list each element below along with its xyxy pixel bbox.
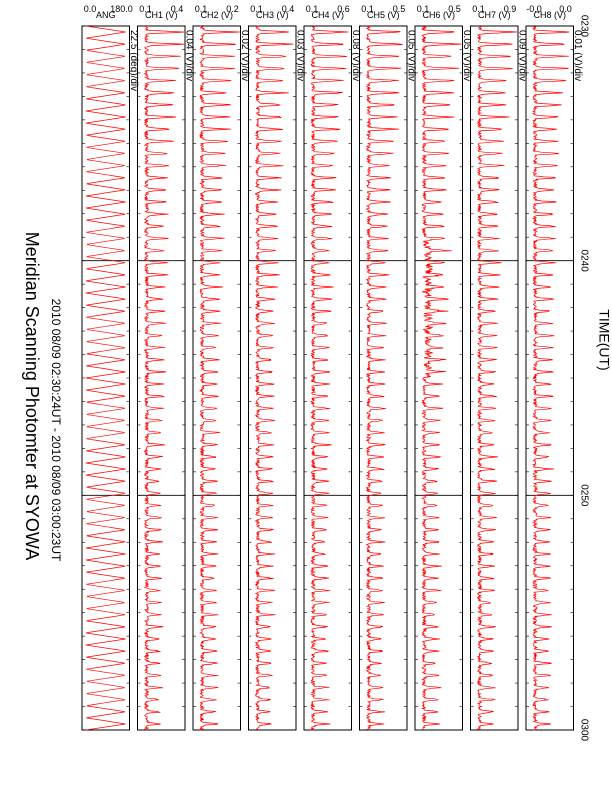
panel-3 [249,4,306,730]
series-line [145,26,185,730]
ytick-high: 0.9 [503,4,517,14]
panel-frame [471,26,519,730]
panel-scale-label: 0.04 (V)/div [183,30,195,82]
panel-scale-label: 0.09 (V)/div [516,30,528,82]
ytick-high: 0.5 [448,4,461,14]
panel-scale-label: 22.5 (deg)/div [128,30,139,92]
ytick-low: 0.1 [139,4,152,14]
panel-6 [415,4,472,730]
ytick-low: 0.1 [416,4,430,14]
panel-5 [360,4,417,730]
panel-name: CH6 (V) [422,10,456,20]
ytick-high: 0.4 [281,4,295,14]
panel-scale-label: 0.08 (V)/div [350,30,361,82]
ytick-high: 0.6 [337,4,350,14]
panel-4 [304,4,361,730]
ytick-low: 0.0 [83,4,97,14]
panel-scale-label: 0.02 (V)/div [239,30,250,82]
panel-scale-label: 0.01 (V)/div [572,30,583,82]
ytick-low: 0.1 [250,4,263,14]
panel-frame [415,26,463,730]
panel-name: CH8 (V) [533,10,567,20]
panel-2 [193,4,250,730]
x-tick-label: 0230 [578,14,590,38]
series-line [311,26,348,730]
panel-name: CH4 (V) [311,10,345,20]
panel-1 [138,4,195,730]
panel-name: CH3 (V) [255,10,289,20]
x-tick-label: 0250 [578,484,590,507]
panel-8 [526,4,583,730]
panel-scale-label: 0.03 (V)/div [294,30,306,82]
series-line [200,26,240,730]
panel-scale-label: 0.05 (V)/div [461,30,472,82]
ytick-low: 0.1 [305,4,319,14]
series-line [533,26,569,730]
chart-subtitle: 2010 08/09 02:30:24UT - 2010 08/09 03:00:23UT [49,298,63,562]
chart-title: Meridian Scanning Photomter at SYOWA [22,231,42,561]
panel-name: CH7 (V) [477,10,511,20]
panel-frame [82,26,130,730]
x-axis-label: TIME(UT) [596,309,612,371]
ytick-high: 0.5 [392,4,406,14]
ytick-high: 180.0 [110,4,133,14]
panel-frame [138,26,186,730]
ytick-high: 0.0 [559,4,572,14]
series-line [367,26,403,730]
panel-frame [249,26,297,730]
ytick-low: 0.1 [361,4,374,14]
panel-7 [471,4,528,730]
series-line [86,26,126,730]
panel-frame [193,26,241,730]
x-tick-label: 0300 [578,718,590,742]
panel-frame [304,26,352,730]
panel-name: CH1 (V) [144,10,178,20]
panel-name: ANG [95,10,116,20]
ytick-high: 0.4 [170,4,184,14]
ytick-low: 0.1 [194,4,208,14]
panel-0 [82,4,139,730]
ytick-low: -0.0 [526,4,542,14]
panel-frame [360,26,408,730]
series-line [422,26,462,730]
x-tick-label: 0240 [578,249,590,272]
ytick-high: 0.2 [226,4,239,14]
panel-name: CH5 (V) [366,10,400,20]
ytick-low: 0.1 [472,4,485,14]
panel-name: CH2 (V) [200,10,234,20]
panel-scale-label: 0.05 (V)/div [405,30,417,82]
series-line [256,26,294,730]
series-line [478,26,517,730]
